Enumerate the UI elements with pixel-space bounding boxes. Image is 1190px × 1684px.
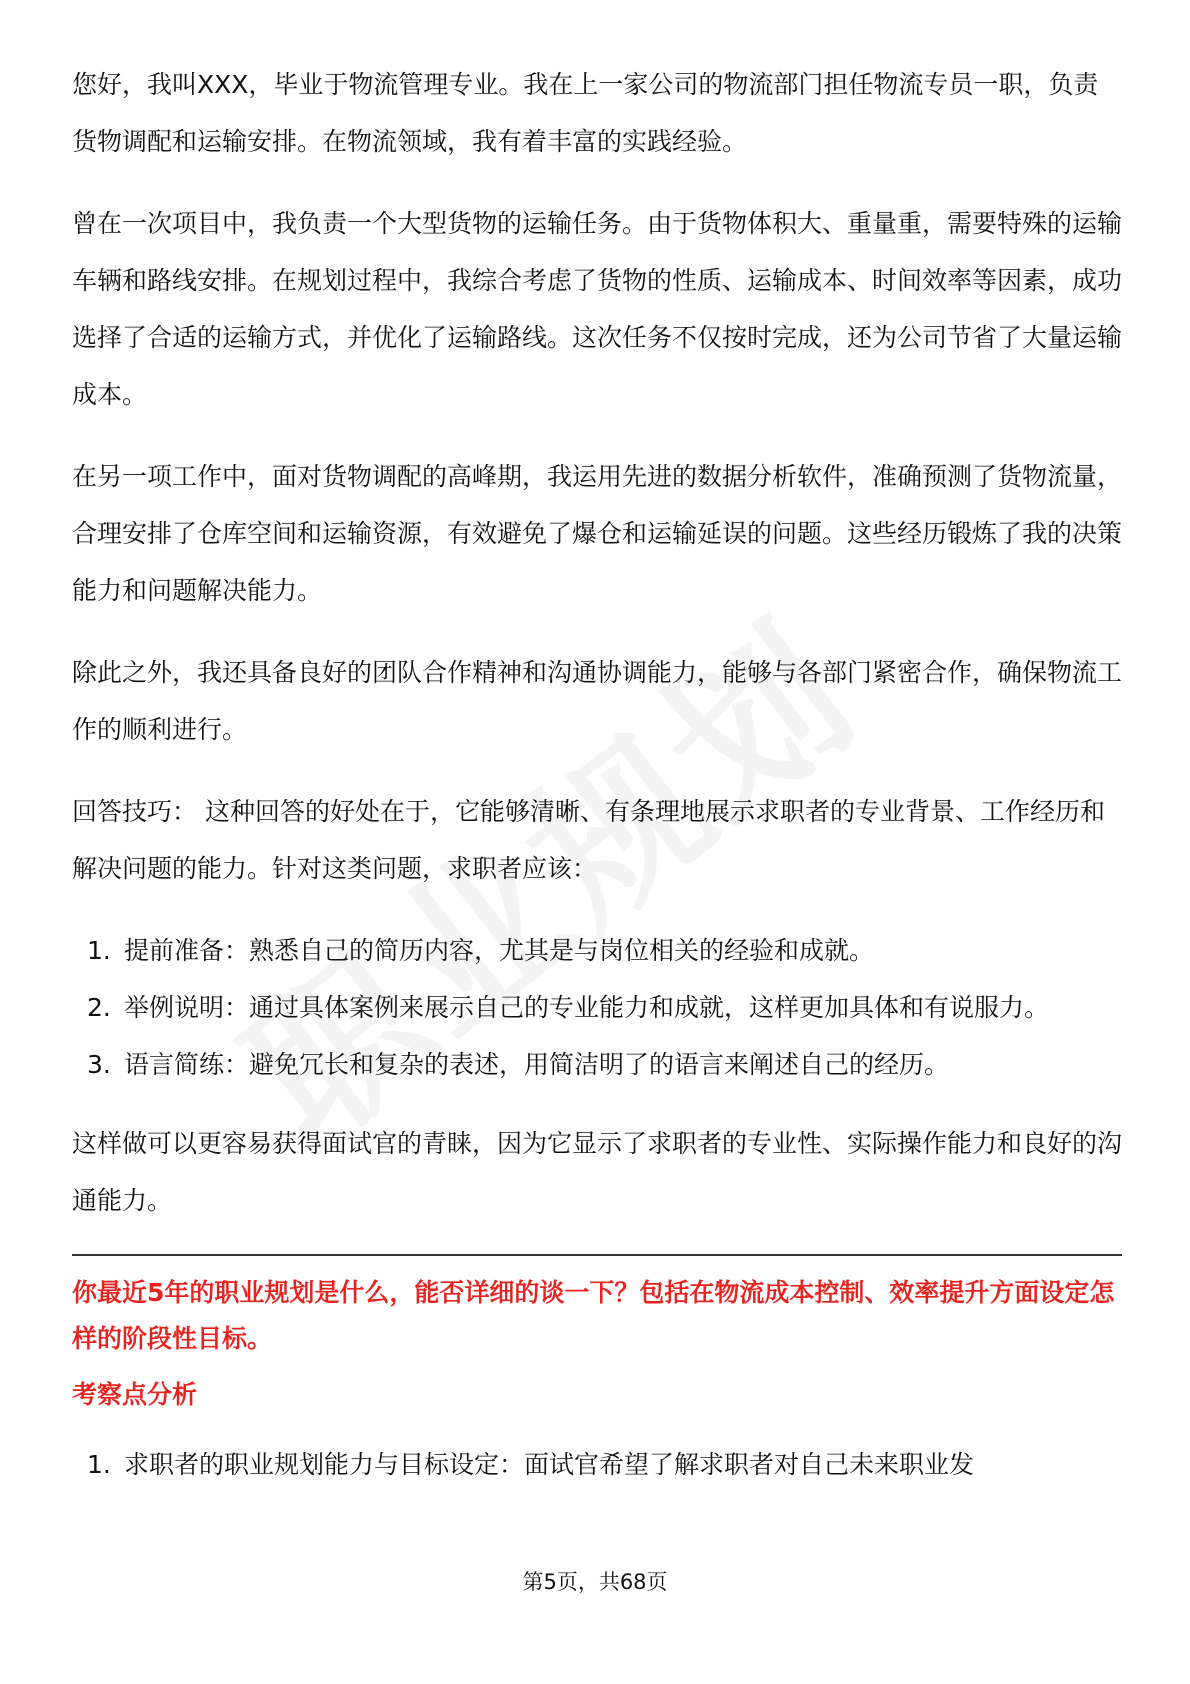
list-text: 提前准备：熟悉自己的简历内容，尤其是与岗位相关的经验和成就。 bbox=[124, 936, 875, 965]
list-text: 求职者的职业规划能力与目标设定：面试官希望了解求职者对自己未来职业发 bbox=[124, 1450, 975, 1479]
list-item bbox=[72, 922, 1122, 979]
page-number: 第5页，共68页 bbox=[522, 1570, 668, 1594]
list-number: 3. bbox=[87, 1050, 111, 1079]
page-content bbox=[72, 56, 1122, 1493]
section-divider bbox=[72, 1254, 1122, 1256]
paragraph-teamwork: 除此之外，我还具备良好的团队合作精神和沟通协调能力，能够与各部门紧密合作，确保物流工作的顺利进行。 bbox=[72, 658, 1123, 744]
analysis-points-list bbox=[72, 1436, 1122, 1493]
list-number: 1. bbox=[87, 936, 111, 965]
list-item bbox=[72, 1036, 1122, 1093]
list-item bbox=[72, 1436, 1122, 1493]
tips-list bbox=[72, 922, 1122, 1093]
paragraph-closing: 这样做可以更容易获得面试官的青睐，因为它显示了求职者的专业性、实际操作能力和良好的沟通能力。 bbox=[72, 1129, 1123, 1215]
list-text: 举例说明：通过具体案例来展示自己的专业能力和成就，这样更加具体和有说服力。 bbox=[124, 993, 1050, 1022]
list-number: 2. bbox=[87, 993, 111, 1022]
list-item bbox=[72, 979, 1122, 1036]
list-number: 1. bbox=[87, 1450, 111, 1479]
analysis-heading: 考察点分析 bbox=[72, 1380, 198, 1409]
paragraph-project: 曾在一次项目中，我负责一个大型货物的运输任务。由于货物体积大、重量重，需要特殊的运输车辆和路线安排。在规划过程中，我综合考虑了货物的性质、运输成本、时间效率等因素，成功选择了合适的运输方式，并优化了运输路线。这次任务不仅按时完成，还为公司节省了大量运输成本。 bbox=[72, 209, 1123, 409]
paragraph-intro: 您好，我叫XXX，毕业于物流管理专业。我在上一家公司的物流部门担任物流专员一职，负责货物调配和运输安排。在物流领域，我有着丰富的实践经验。 bbox=[72, 70, 1099, 156]
paragraph-peak-period: 在另一项工作中，面对货物调配的高峰期，我运用先进的数据分析软件，准确预测了货物流量，合理安排了仓库空间和运输资源，有效避免了爆仓和运输延误的问题。这些经历锻炼了我的决策能力和问题解决能力。 bbox=[72, 462, 1123, 605]
list-text: 语言简练：避免冗长和复杂的表述，用简洁明了的语言来阐述自己的经历。 bbox=[124, 1050, 950, 1079]
paragraph-answer-tips: 回答技巧： 这种回答的好处在于，它能够清晰、有条理地展示求职者的专业背景、工作经历和解决问题的能力。针对这类问题，求职者应该： bbox=[72, 797, 1105, 883]
question-title: 你最近5年的职业规划是什么，能否详细的谈一下？包括在物流成本控制、效率提升方面设定怎样的阶段性目标。 bbox=[72, 1278, 1115, 1353]
